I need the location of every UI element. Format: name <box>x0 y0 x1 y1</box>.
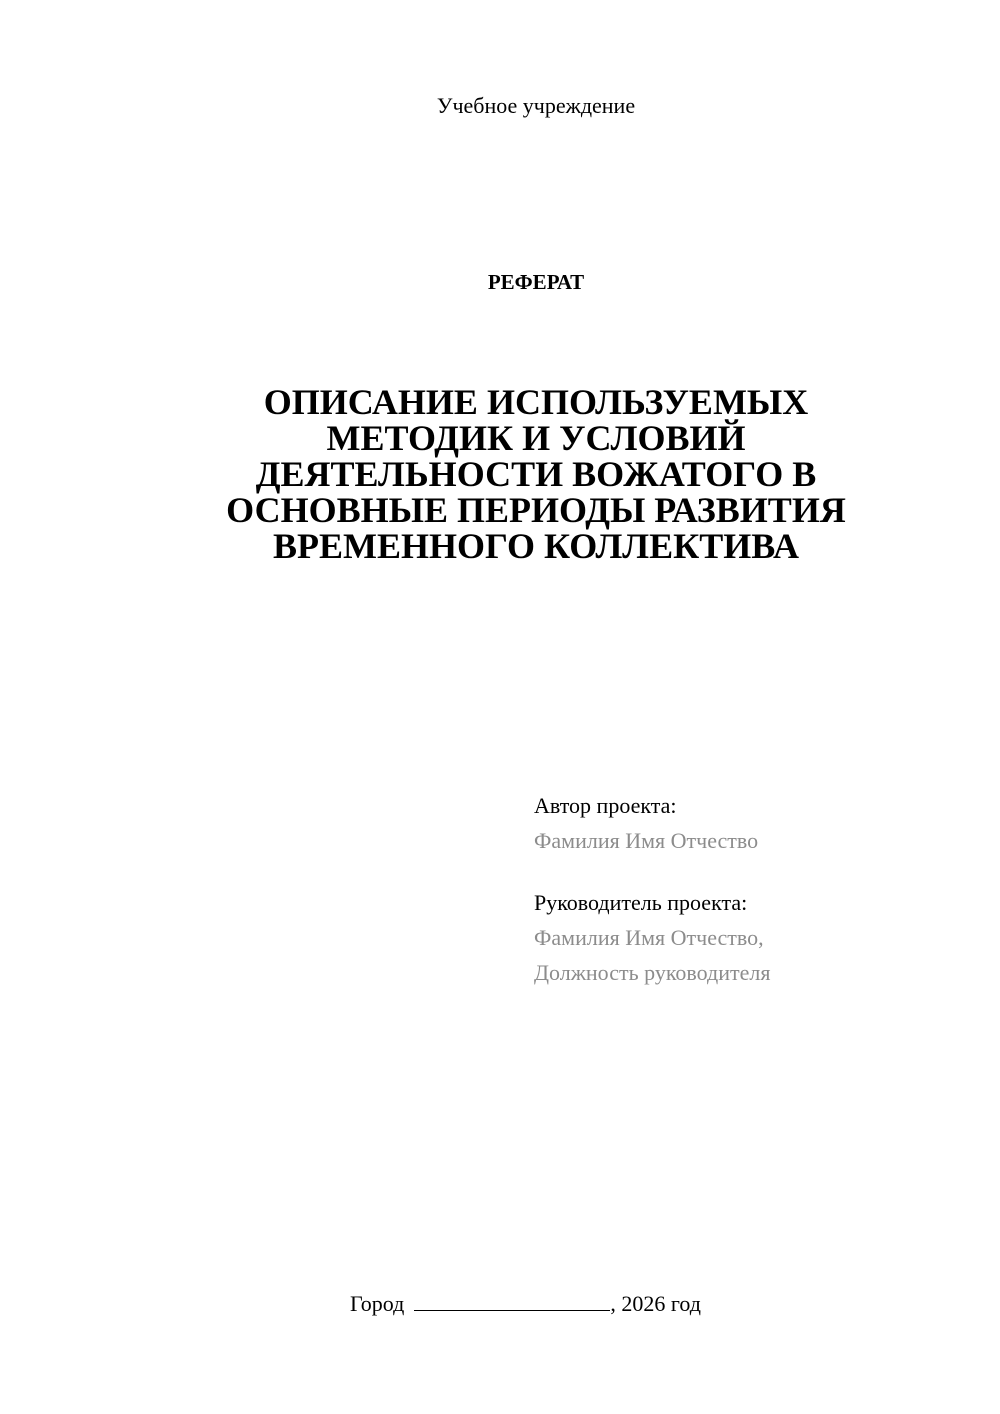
supervisor-name: Фамилия Имя Отчество, <box>534 925 764 950</box>
document-title <box>150 384 922 564</box>
document-type: РЕФЕРАТ <box>487 270 585 294</box>
title-line: ДЕЯТЕЛЬНОСТИ ВОЖАТОГО В <box>255 454 817 494</box>
supervisor-position: Должность руководителя <box>534 960 771 985</box>
title-line: МЕТОДИК И УСЛОВИЙ <box>326 418 746 458</box>
year-text: , 2026 год <box>610 1291 701 1316</box>
supervisor-label: Руководитель проекта: <box>534 890 748 915</box>
title-line: ОПИСАНИЕ ИСПОЛЬЗУЕМЫХ <box>263 382 809 422</box>
city-blank-line <box>414 1290 610 1311</box>
author-name: Фамилия Имя Отчество <box>534 828 759 853</box>
spacer <box>534 858 974 885</box>
footer-city-year <box>350 1290 701 1318</box>
author-label: Автор проекта: <box>534 793 677 818</box>
credits-block <box>534 788 974 990</box>
institution-name: Учебное учреждение <box>436 93 636 118</box>
title-line: ВРЕМЕННОГО КОЛЛЕКТИВА <box>273 526 799 566</box>
city-label: Город <box>350 1291 405 1316</box>
title-line: ОСНОВНЫЕ ПЕРИОДЫ РАЗВИТИЯ <box>226 490 846 530</box>
